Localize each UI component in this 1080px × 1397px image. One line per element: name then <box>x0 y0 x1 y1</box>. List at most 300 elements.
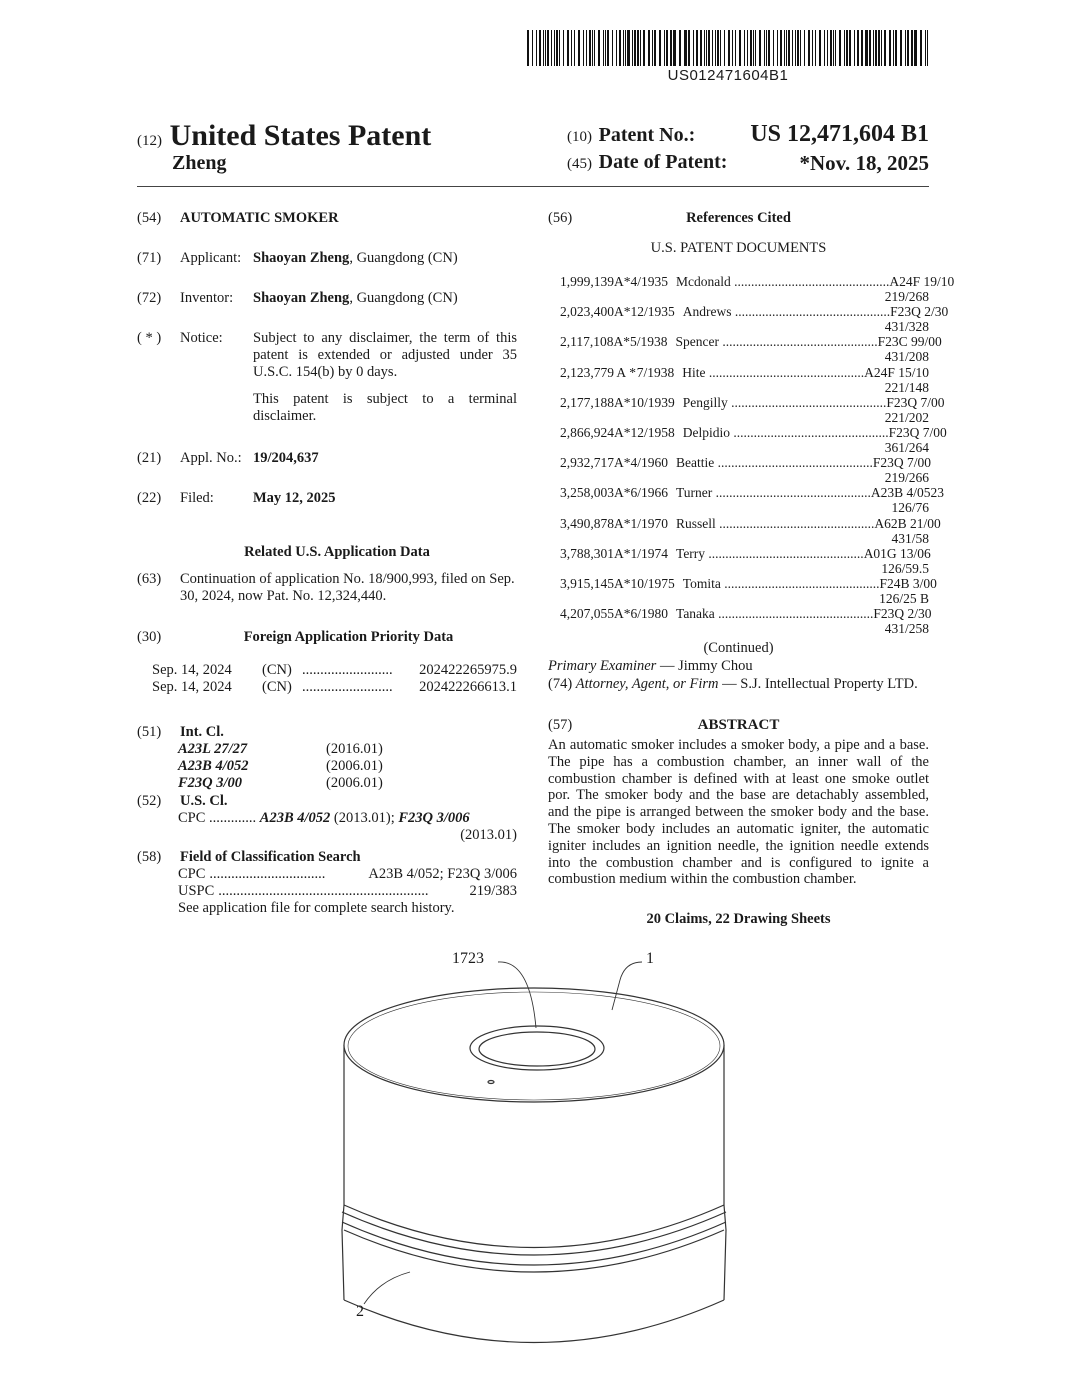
field-code: (54) <box>137 210 162 226</box>
ref-cls: F23Q 7/00 <box>872 455 932 471</box>
barcode-bar <box>927 30 928 66</box>
barcode-bar <box>712 30 713 66</box>
ref-kind: A <box>614 545 624 561</box>
barcode-bar <box>632 30 633 66</box>
ref-cls: F23Q 7/00 <box>886 394 945 410</box>
barcode-bar <box>750 30 752 66</box>
ref-star: * <box>623 545 631 561</box>
terminal-disclaimer: This patent is subject to a terminal disclaimer. <box>253 391 517 424</box>
ref-star: * <box>623 304 631 320</box>
barcode-bar <box>706 30 707 66</box>
ref-date: 1/1974 <box>630 545 669 561</box>
barcode-bar <box>674 30 675 66</box>
ref-cls: F24B 3/00 <box>879 576 937 591</box>
priority-date: Sep. 14, 2024 <box>152 679 232 695</box>
reference-item <box>560 546 929 576</box>
band-bottom <box>344 1230 724 1272</box>
barcode-bar <box>598 30 600 66</box>
ref-cls2: 431/328 <box>884 319 929 335</box>
ref-cls: F23Q 2/30 <box>873 606 932 622</box>
appl-no-label: Appl. No.: <box>180 450 242 466</box>
ref-num: 2,123,779 <box>560 364 614 380</box>
appl-no-field <box>137 450 517 467</box>
ref-star: * <box>623 274 631 289</box>
filed-date: May 12, 2025 <box>253 490 336 506</box>
barcode-bar <box>545 30 546 66</box>
barcode-bar <box>640 30 641 66</box>
ref-cls2: 126/25 B <box>879 591 929 606</box>
barcode-bar <box>925 30 926 66</box>
priority-country: (CN) <box>262 679 292 695</box>
barcode-bar <box>854 30 855 66</box>
ref-kind: A <box>614 515 624 531</box>
code-45: (45) <box>567 156 592 172</box>
barcode-bar <box>589 30 591 66</box>
field-search-uspc <box>137 883 517 900</box>
cpc-class: A23B 4/052 <box>259 810 331 826</box>
int-cl-version: (2006.01) <box>326 775 383 791</box>
attorney-label: Attorney, Agent, or Firm <box>575 676 719 692</box>
barcode-bar <box>795 30 796 66</box>
base-side <box>342 1205 726 1300</box>
barcode-bar <box>648 30 650 66</box>
ref-cls2: 219/268 <box>884 289 929 304</box>
barcode-bar <box>594 30 595 66</box>
ref-star: * <box>623 485 631 501</box>
barcode-bar <box>735 30 736 66</box>
patent-number-row <box>567 121 929 147</box>
barcode-bar <box>844 30 845 66</box>
cpc-label: CPC <box>178 810 206 826</box>
ref-cls2: 361/264 <box>884 440 929 455</box>
ref-kind: A <box>614 304 624 320</box>
ref-date: 7/1938 <box>636 364 675 380</box>
ref-cls: A01G 13/06 <box>863 545 931 561</box>
barcode-bar <box>759 30 761 66</box>
field-code: (58) <box>137 849 162 865</box>
barcode-bar <box>907 30 908 66</box>
barcode-bar <box>739 30 741 66</box>
barcode-bar <box>827 30 828 66</box>
int-cl-version: (2016.01) <box>326 741 383 757</box>
ref-cls2: 431/208 <box>884 349 929 365</box>
filed-label: Filed: <box>180 490 214 506</box>
barcode-bar <box>637 30 639 66</box>
ref-kind: A <box>614 576 624 591</box>
ref-num: 2,117,108 <box>560 334 614 350</box>
barcode-bar <box>643 30 644 66</box>
barcode-bar <box>532 30 533 66</box>
references-heading-row <box>548 210 929 227</box>
barcode-bar <box>696 30 697 66</box>
leader-dots: ................................ <box>209 866 326 882</box>
field-code: (71) <box>137 250 162 266</box>
ref-name: Turner .............................................. <box>676 485 871 501</box>
ref-kind: A <box>616 364 627 380</box>
ref-name: Russell .............................................. <box>676 515 875 531</box>
ref-cls: F23Q 7/00 <box>888 425 947 440</box>
barcode-bar <box>812 30 813 66</box>
priority-date: Sep. 14, 2024 <box>152 662 232 678</box>
barcode-bar <box>625 30 626 66</box>
barcode-bar <box>728 30 730 66</box>
barcode-bar <box>623 30 624 66</box>
attorney <box>548 676 929 693</box>
barcode-bar <box>634 30 635 66</box>
ref-cls2: 221/148 <box>884 379 929 395</box>
reference-item <box>560 485 945 516</box>
barcode-bar <box>830 30 832 66</box>
field-code: (22) <box>137 490 162 506</box>
ref-num: 2,023,400 <box>560 304 614 320</box>
barcode-bar <box>551 30 552 66</box>
reference-item <box>560 576 937 606</box>
field-code: (72) <box>137 290 162 306</box>
int-cl-version: (2006.01) <box>326 758 383 774</box>
ref-name: Beattie .............................................. <box>676 455 873 471</box>
ref-num: 3,258,003 <box>560 485 614 501</box>
ref-cls2: 126/76 <box>891 500 929 516</box>
field-search-cpc <box>137 866 517 883</box>
barcode-bar <box>768 30 770 66</box>
ref-cls: F23C 99/00 <box>877 334 942 350</box>
barcode-bar <box>866 30 867 66</box>
field-code: (30) <box>137 629 162 645</box>
us-patent-documents-heading: U.S. PATENT DOCUMENTS <box>650 240 827 256</box>
leader-dots: ............. <box>209 810 257 826</box>
ref-num: 2,866,924 <box>560 425 614 440</box>
barcode-bar <box>556 30 558 66</box>
notice-field <box>137 330 517 425</box>
ref-cls: A24F 15/10 <box>864 364 929 380</box>
ref-num: 3,788,301 <box>560 545 614 561</box>
barcode-bar <box>583 30 584 66</box>
uspc-value: 219/383 <box>469 883 517 899</box>
abstract-heading: ABSTRACT <box>697 717 780 733</box>
priority-country: (CN) <box>262 662 292 678</box>
barcode-bar <box>616 30 617 66</box>
examiner-name: — Jimmy Chou <box>656 658 753 674</box>
barcode-bar <box>804 30 805 66</box>
barcode-bar <box>543 30 544 66</box>
inventor-name: Shaoyan Zheng <box>253 290 350 306</box>
ref-name: Andrews .............................................. <box>682 304 891 320</box>
barcode-bar <box>679 30 681 66</box>
barcode <box>527 30 929 66</box>
barcode-bar <box>915 30 916 66</box>
barcode-bar <box>685 30 686 66</box>
ref-num: 4,207,055 <box>560 606 614 622</box>
leader-dots: ......................... <box>302 679 393 695</box>
barcode-bar <box>612 30 613 66</box>
us-cl-cpc <box>137 810 517 827</box>
field-code: (74) <box>548 676 573 692</box>
band-line <box>342 1222 726 1265</box>
barcode-bar <box>900 30 902 66</box>
ref-cls: A24F 19/10 <box>889 274 955 289</box>
barcode-bar <box>753 30 754 66</box>
ref-kind: A <box>614 274 624 289</box>
ref-date: 6/1980 <box>630 606 669 622</box>
applicant-label: Applicant: <box>180 250 242 266</box>
appl-no: 19/204,637 <box>253 450 319 466</box>
barcode-bar <box>819 30 821 66</box>
applicant-location: , Guangdong (CN) <box>349 250 458 266</box>
ref-kind: A <box>614 455 624 471</box>
ref-date: 10/1939 <box>630 394 675 410</box>
barcode-bar <box>849 30 851 66</box>
applicant-field <box>137 250 517 267</box>
barcode-bar <box>607 30 609 66</box>
foreign-priority-item <box>152 679 517 696</box>
barcode-bar <box>693 30 694 66</box>
inventor-field <box>137 290 517 307</box>
leader-dots: .......................................................... <box>218 883 429 899</box>
barcode-bar <box>808 30 810 66</box>
ref-cls2: 431/58 <box>891 530 929 546</box>
ref-name: Pengilly .............................................. <box>682 394 887 410</box>
barcode-bar <box>881 30 882 66</box>
ref-label-2: 2 <box>356 1303 364 1320</box>
patent-date: *Nov. 18, 2025 <box>799 151 929 175</box>
abstract-text: An automatic smoker includes a smoker body, a pipe and a base. The pipe has a combustion chamber, an inner wall of the combustion chamber is defined with at least one smoke outlet por. The smoker body and the base are detachably assembled, and the pipe is arranged between the smoker body and the base. The smoker body includes an automatic igniter, the automatic igniter includes an ignition needle, the ignition needle extends into the combustion chamber and is configured to ignite a combustion medium within the combustion chamber. <box>548 737 929 888</box>
field-code: (57) <box>548 717 573 733</box>
field-code: ( * ) <box>137 330 162 346</box>
applicant-name: Shaoyan Zheng <box>253 250 350 266</box>
barcode-bar <box>764 30 765 66</box>
reference-item <box>560 365 929 395</box>
barcode-bar <box>547 30 549 66</box>
barcode-bar <box>800 30 801 66</box>
barcode-bar <box>527 30 529 66</box>
ref-name: Tomita .............................................. <box>682 576 880 591</box>
ref-cls: F23Q 2/30 <box>890 304 949 320</box>
barcode-bar <box>724 30 725 66</box>
barcode-bar <box>833 30 834 66</box>
barcode-bar <box>732 30 733 66</box>
ref-cls2: 219/266 <box>884 470 929 486</box>
patent-date-row <box>567 151 929 174</box>
int-cl-field <box>137 724 517 917</box>
title-field <box>137 210 517 227</box>
barcode-bar <box>873 30 874 66</box>
int-cl-item <box>137 741 517 758</box>
reference-item <box>560 455 932 486</box>
barcode-bar <box>865 30 866 66</box>
patent-type-title: United States Patent <box>169 119 432 152</box>
reference-item <box>560 606 932 637</box>
patent-number: US 12,471,604 B1 <box>750 121 929 147</box>
ref-kind: A <box>614 485 624 501</box>
header-divider <box>137 186 929 187</box>
barcode-bar <box>777 30 778 66</box>
primary-examiner <box>548 658 929 675</box>
field-code: (51) <box>137 724 162 740</box>
references-heading: References Cited <box>686 210 791 226</box>
ref-name: Mcdonald .............................................. <box>676 274 890 289</box>
int-cl-item <box>137 775 517 792</box>
field-code: (21) <box>137 450 162 466</box>
ref-cls2: 126/59.5 <box>881 560 929 576</box>
barcode-bar <box>766 30 767 66</box>
ref-label-1723: 1723 <box>452 950 484 967</box>
ref-star: * <box>623 576 631 591</box>
cpc-version: (2013.01) <box>460 827 517 843</box>
field-search-heading: Field of Classification Search <box>180 849 361 865</box>
int-cl-heading: Int. Cl. <box>180 724 224 740</box>
field-code: (56) <box>548 210 573 226</box>
barcode-bar <box>839 30 841 66</box>
barcode-bar <box>586 30 587 66</box>
ref-date: 5/1938 <box>630 334 668 350</box>
ref-kind: A <box>613 334 624 350</box>
priority-number: 202422265975.9 <box>419 662 517 678</box>
barcode-bar <box>684 30 685 66</box>
barcode-bar <box>792 30 793 66</box>
claims-count: 20 Claims, 22 Drawing Sheets <box>646 911 831 927</box>
ref-name: Spencer .............................................. <box>675 334 878 350</box>
barcode-bar <box>539 30 541 66</box>
cpc-label: CPC <box>178 866 206 882</box>
foreign-heading: Foreign Application Priority Data <box>243 629 454 645</box>
barcode-bar <box>666 30 667 66</box>
band-top <box>344 1205 724 1248</box>
barcode-bar <box>715 30 716 66</box>
ref-num: 3,915,145 <box>560 576 614 591</box>
reference-item <box>560 515 941 546</box>
notice-text: Subject to any disclaimer, the term of this patent is extended or adjusted under 35 U.S.C. 154(b) by 0 days. <box>253 330 517 380</box>
ref-date: 4/1960 <box>630 455 669 471</box>
notice-label: Notice: <box>180 330 223 346</box>
search-history-note: See application file for complete search history. <box>178 900 455 916</box>
ref-star: * <box>623 394 631 410</box>
barcode-bar <box>797 30 799 66</box>
int-cl-class: A23B 4/052 <box>178 758 249 774</box>
barcode-bar <box>846 30 847 66</box>
ref-kind: A <box>614 425 624 440</box>
barcode-bar <box>744 30 745 66</box>
ref-name: Terry .............................................. <box>676 545 864 561</box>
continued-note: (Continued) <box>703 640 774 656</box>
barcode-bar <box>914 30 915 66</box>
barcode-bar <box>659 30 661 66</box>
code-10: (10) <box>567 129 592 145</box>
patent-drawing <box>0 940 1080 1360</box>
ref-name: Tanaka .............................................. <box>676 606 874 622</box>
ref-label-1: 1 <box>646 950 654 967</box>
ref-star: * <box>629 364 636 380</box>
ref-date: 1/1970 <box>630 515 669 531</box>
examiner-label: Primary Examiner <box>548 658 657 674</box>
barcode-bar <box>619 30 621 66</box>
leader-2 <box>364 1272 410 1304</box>
ref-cls: A23B 4/0523 <box>870 485 945 501</box>
barcode-bar <box>664 30 665 66</box>
ref-num: 1,999,139 <box>560 274 614 289</box>
ref-num: 2,177,188 <box>560 394 614 410</box>
cpc-class: F23Q 3/006 <box>398 810 470 826</box>
abstract-heading-row <box>548 717 929 734</box>
inventor-location: , Guangdong (CN) <box>349 290 458 306</box>
barcode-bar <box>574 30 575 66</box>
barcode-bar <box>717 30 719 66</box>
int-cl-class: A23L 27/27 <box>178 741 248 757</box>
barcode-bar <box>884 30 885 66</box>
barcode-bar <box>780 30 782 66</box>
barcode-bar <box>688 30 690 66</box>
ref-name: Hite .............................................. <box>682 364 865 380</box>
continuation-field <box>137 571 517 605</box>
barcode-bar <box>627 30 629 66</box>
ref-cls2: 431/258 <box>884 621 929 637</box>
ref-star: * <box>623 515 631 531</box>
filed-field <box>137 490 517 507</box>
field-code: (52) <box>137 793 162 809</box>
barcode-bar <box>889 30 891 66</box>
barcode-bar <box>815 30 816 66</box>
ref-star: * <box>623 606 631 622</box>
barcode-bar <box>700 30 702 66</box>
base-bottom <box>344 1300 724 1343</box>
cpc-version: (2013.01); <box>330 810 399 826</box>
ref-star: * <box>623 455 631 471</box>
barcode-bar <box>911 30 913 66</box>
barcode-bar <box>554 30 555 66</box>
barcode-bar <box>835 30 836 66</box>
code-12: (12) <box>137 133 162 149</box>
barcode-bar <box>605 30 606 66</box>
barcode-bar <box>592 30 593 66</box>
attorney-name: — S.J. Intellectual Property LTD. <box>718 676 918 692</box>
ref-date: 12/1935 <box>630 304 675 320</box>
ref-name: Delpidio .............................................. <box>682 425 889 440</box>
barcode-bar <box>869 30 871 66</box>
barcode-bar <box>654 30 655 66</box>
top-ellipse <box>344 988 724 1102</box>
patent-no-label: Patent No.: <box>598 124 696 146</box>
barcode-number: US012471604B1 <box>667 67 789 84</box>
barcode-bar <box>905 30 906 66</box>
ref-kind: A <box>614 394 624 410</box>
inventor-label: Inventor: <box>180 290 234 306</box>
priority-number: 202422266613.1 <box>419 679 517 695</box>
band-line <box>342 1212 726 1255</box>
barcode-bar <box>788 30 790 66</box>
barcode-bar <box>784 30 785 66</box>
leader-dots: ......................... <box>302 662 393 678</box>
us-cl-heading: U.S. Cl. <box>180 793 228 809</box>
barcode-bar <box>708 30 710 66</box>
barcode-bar <box>567 30 569 66</box>
barcode-bar <box>536 30 537 66</box>
ref-date: 6/1966 <box>630 485 669 501</box>
barcode-bar <box>824 30 825 66</box>
barcode-bar <box>861 30 863 66</box>
invention-title: AUTOMATIC SMOKER <box>180 210 339 226</box>
ref-date: 10/1975 <box>630 576 675 591</box>
ref-star: * <box>623 425 631 440</box>
barcode-bar <box>895 30 896 66</box>
int-cl-class: F23Q 3/00 <box>178 775 243 791</box>
foreign-priority-item <box>152 662 517 679</box>
patent-header-left <box>137 119 431 153</box>
int-cl-item <box>137 758 517 775</box>
uspc-label: USPC <box>178 883 215 899</box>
ref-star: * <box>623 334 630 350</box>
reference-item <box>560 425 947 455</box>
reference-item <box>560 394 945 425</box>
cpc-value: A23B 4/052; F23Q 3/006 <box>368 866 517 882</box>
